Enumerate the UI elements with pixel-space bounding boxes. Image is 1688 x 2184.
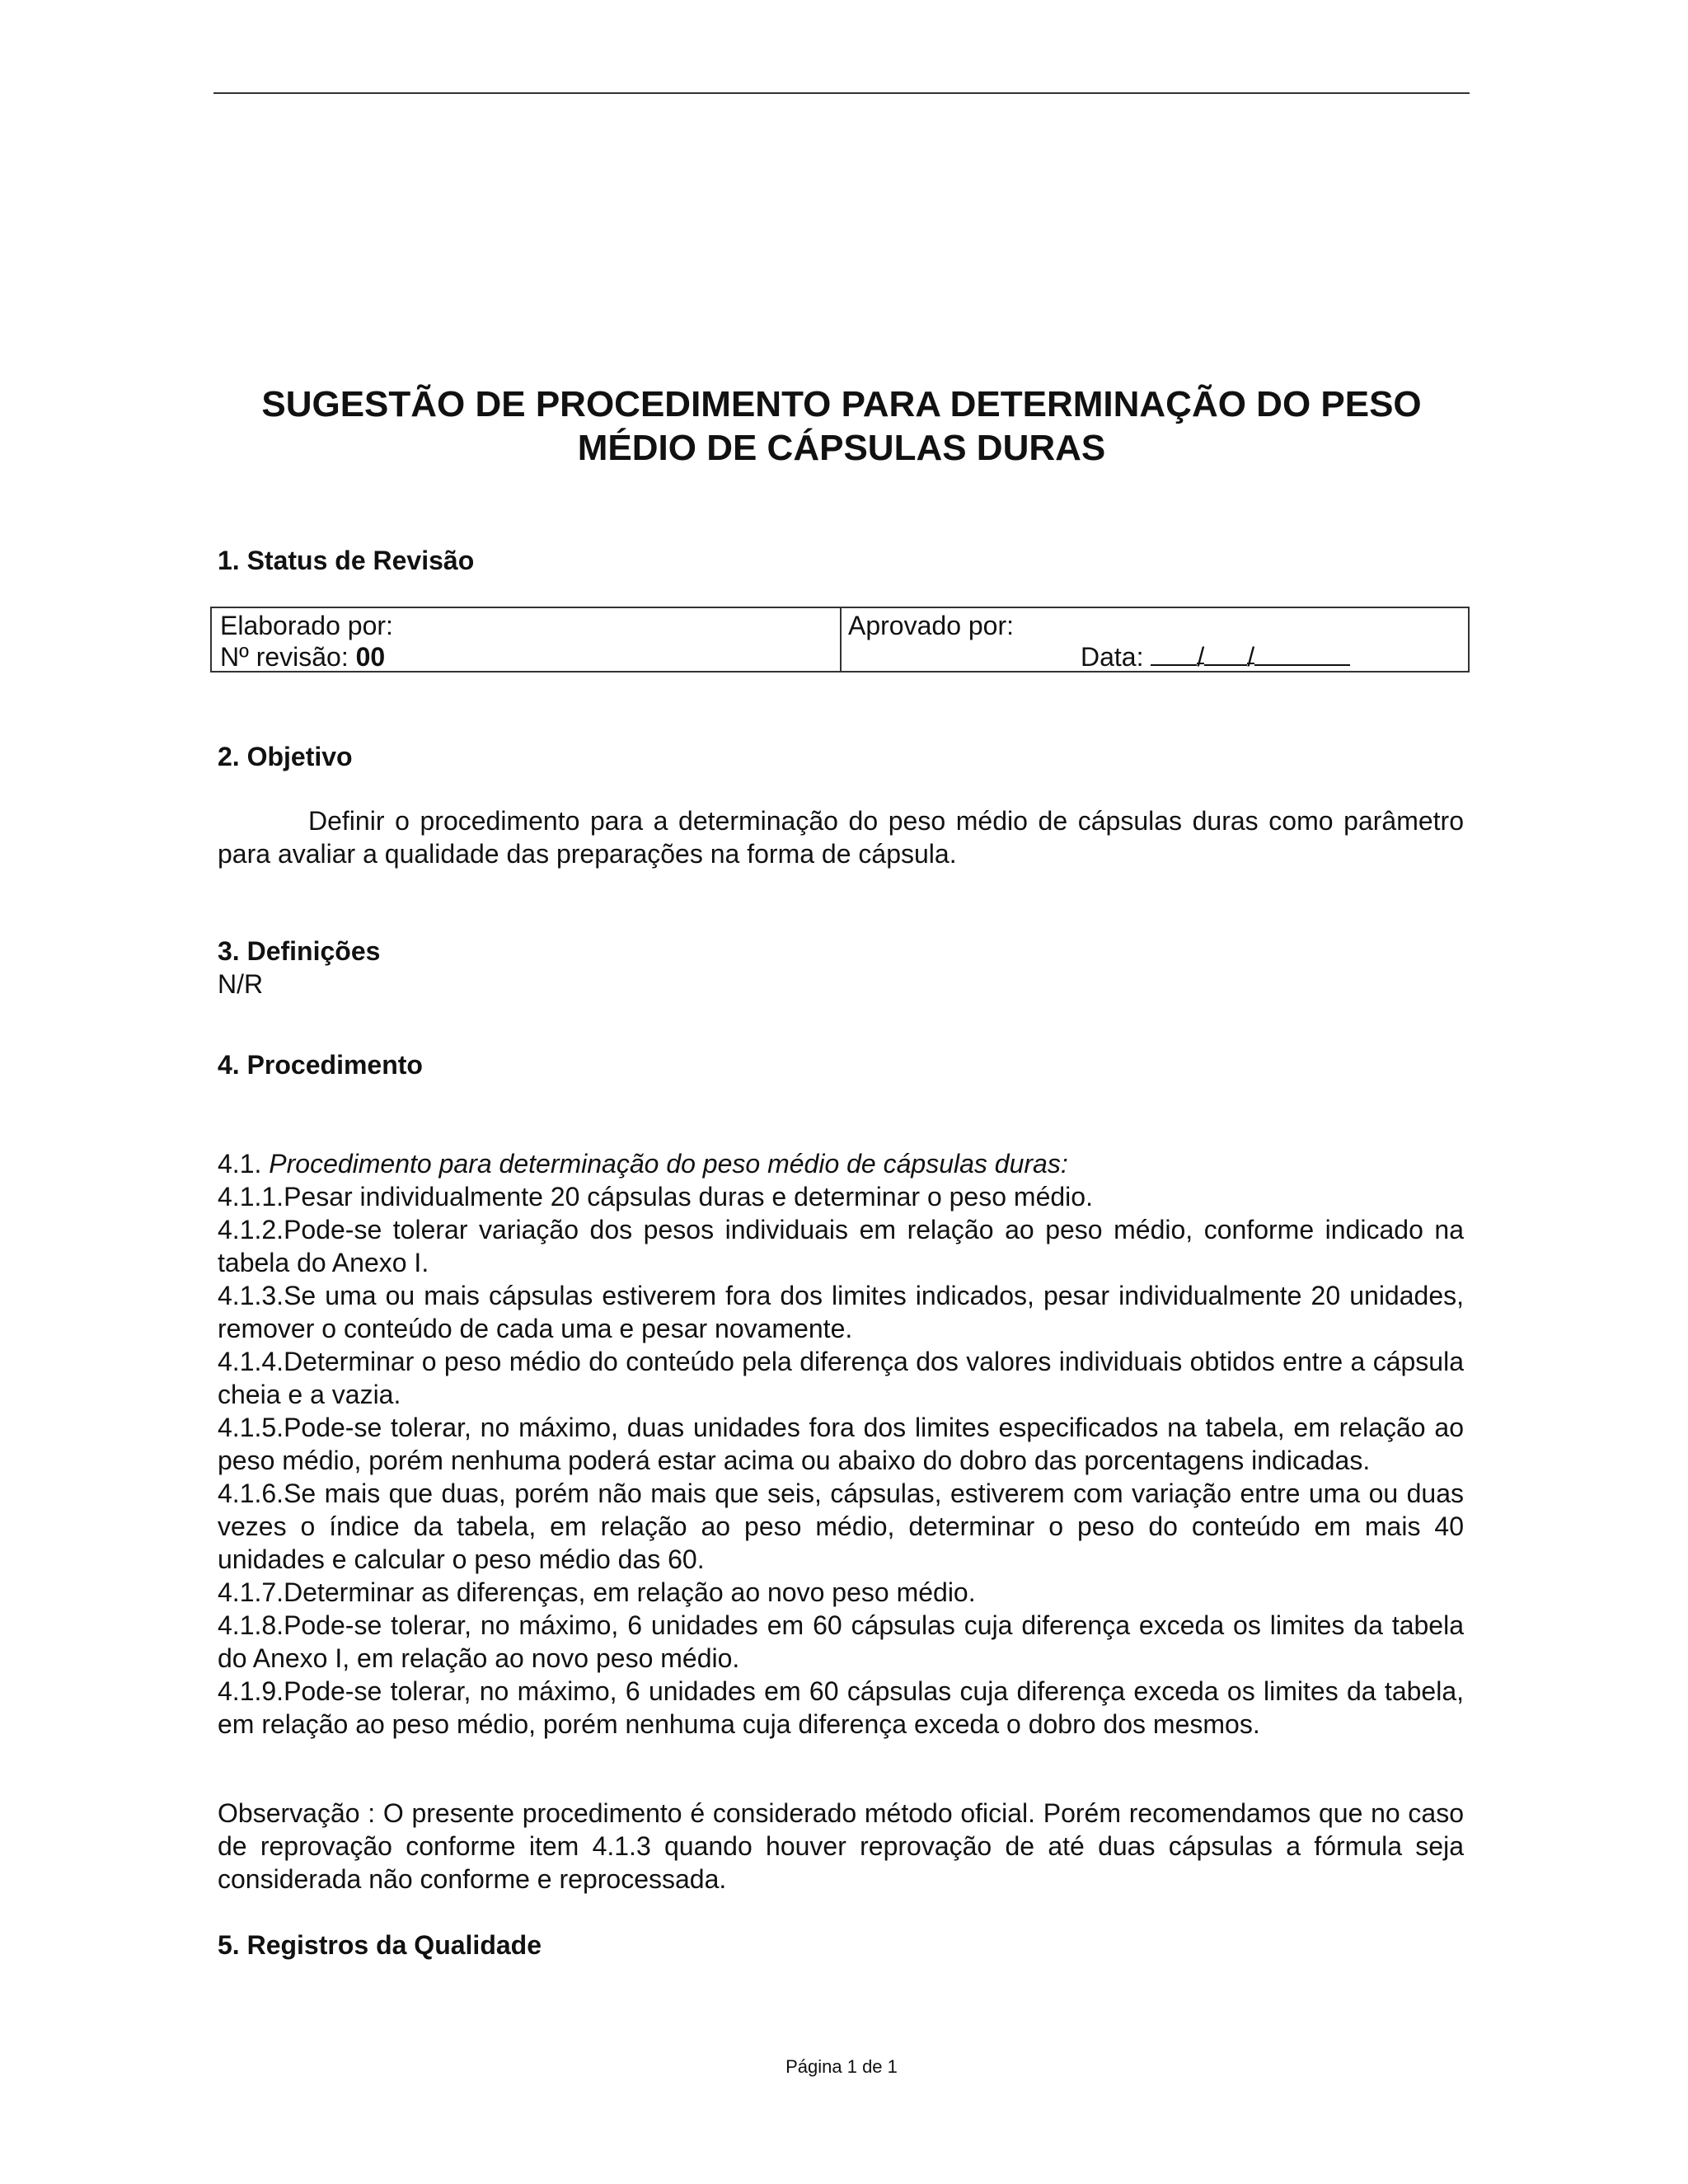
title-line-1: SUGESTÃO DE PROCEDIMENTO PARA DETERMINAÇÃO DO PESO	[261, 384, 1422, 424]
procedure-block	[218, 1147, 1464, 1741]
status-heading: 1. Status de Revisão	[218, 546, 475, 575]
elaborado-label: Elaborado por:	[220, 611, 393, 640]
revision-status-table	[210, 607, 1470, 673]
observacao-text: Observação : O presente procedimento é considerado método oficial. Porém recomendamos que no caso de reprovação conforme item 4.1.3 quando houver reprovação de até duas cápsulas a fórmula seja considerada não conforme e reprocessada.	[218, 1798, 1464, 1894]
table-divider	[840, 608, 842, 671]
procedure-step: 4.1.8.Pode-se tolerar, no máximo, 6 unidades em 60 cápsulas cuja diferença exceda os limites da tabela do Anexo I, em relação ao novo peso médio.	[218, 1610, 1464, 1673]
definicoes-heading: 3. Definições	[218, 936, 381, 966]
date-separator-2: /	[1247, 642, 1255, 672]
date-year-blank	[1254, 643, 1350, 666]
document-title	[213, 382, 1470, 470]
objetivo-heading: 2. Objetivo	[218, 742, 353, 771]
date-day-blank	[1151, 643, 1197, 666]
header-rule	[213, 92, 1470, 94]
procedure-step: 4.1.3.Se uma ou mais cápsulas estiverem fora dos limites indicados, pesar individualmente 20 unidades, remover o conteúdo de cada uma e pesar novamente.	[218, 1281, 1464, 1343]
procedure-step: 4.1.6.Se mais que duas, porém não mais que seis, cápsulas, estiverem com variação entre uma ou duas vezes o índice da tabela, em relação ao peso médio, determinar o peso do conteúdo em mais 40 unidades e calcular o peso médio das 60.	[218, 1479, 1464, 1574]
definicoes-text: N/R	[218, 969, 264, 999]
procedure-subtitle	[218, 1147, 1464, 1180]
title-line-2: MÉDIO DE CÁPSULAS DURAS	[577, 428, 1106, 468]
data-label: Data:	[1081, 642, 1144, 672]
procedure-step: 4.1.7.Determinar as diferenças, em relação ao novo peso médio.	[218, 1577, 976, 1607]
procedure-sub-title: Procedimento para determinação do peso médio de cápsulas duras:	[269, 1149, 1068, 1179]
procedure-step: 4.1.9.Pode-se tolerar, no máximo, 6 unidades em 60 cápsulas cuja diferença exceda os limites da tabela, em relação ao peso médio, porém nenhuma cuja diferença exceda o dobro dos mesmos.	[218, 1676, 1464, 1739]
procedure-step: 4.1.1.Pesar individualmente 20 cápsulas duras e determinar o peso médio.	[218, 1182, 1093, 1212]
date-separator-1: /	[1197, 642, 1205, 672]
registros-heading: 5. Registros da Qualidade	[218, 1930, 542, 1960]
procedure-step: 4.1.4.Determinar o peso médio do conteúdo pela diferença dos valores individuais obtidos entre a cápsula cheia e a vazia.	[218, 1347, 1464, 1409]
procedure-sub-number: 4.1.	[218, 1149, 262, 1179]
date-month-blank	[1204, 643, 1247, 666]
revisao-value: 00	[355, 642, 386, 672]
data-field	[1081, 641, 1350, 673]
revisao-field	[220, 641, 385, 673]
procedure-step: 4.1.5.Pode-se tolerar, no máximo, duas unidades fora dos limites especificados na tabela, em relação ao peso médio, porém nenhuma poderá estar acima ou abaixo do dobro das porcentagens indicadas.	[218, 1413, 1464, 1475]
revisao-label: Nº revisão:	[220, 642, 349, 672]
objetivo-text: Definir o procedimento para a determinação do peso médio de cápsulas duras como parâmetro para avaliar a qualidade das preparações na forma de cápsula.	[218, 806, 1464, 869]
procedimento-heading: 4. Procedimento	[218, 1050, 423, 1080]
page-footer: Página 1 de 1	[785, 2056, 898, 2077]
aprovado-label: Aprovado por:	[848, 611, 1015, 640]
procedure-step: 4.1.2.Pode-se tolerar variação dos pesos individuais em relação ao peso médio, conforme indicado na tabela do Anexo I.	[218, 1215, 1464, 1277]
